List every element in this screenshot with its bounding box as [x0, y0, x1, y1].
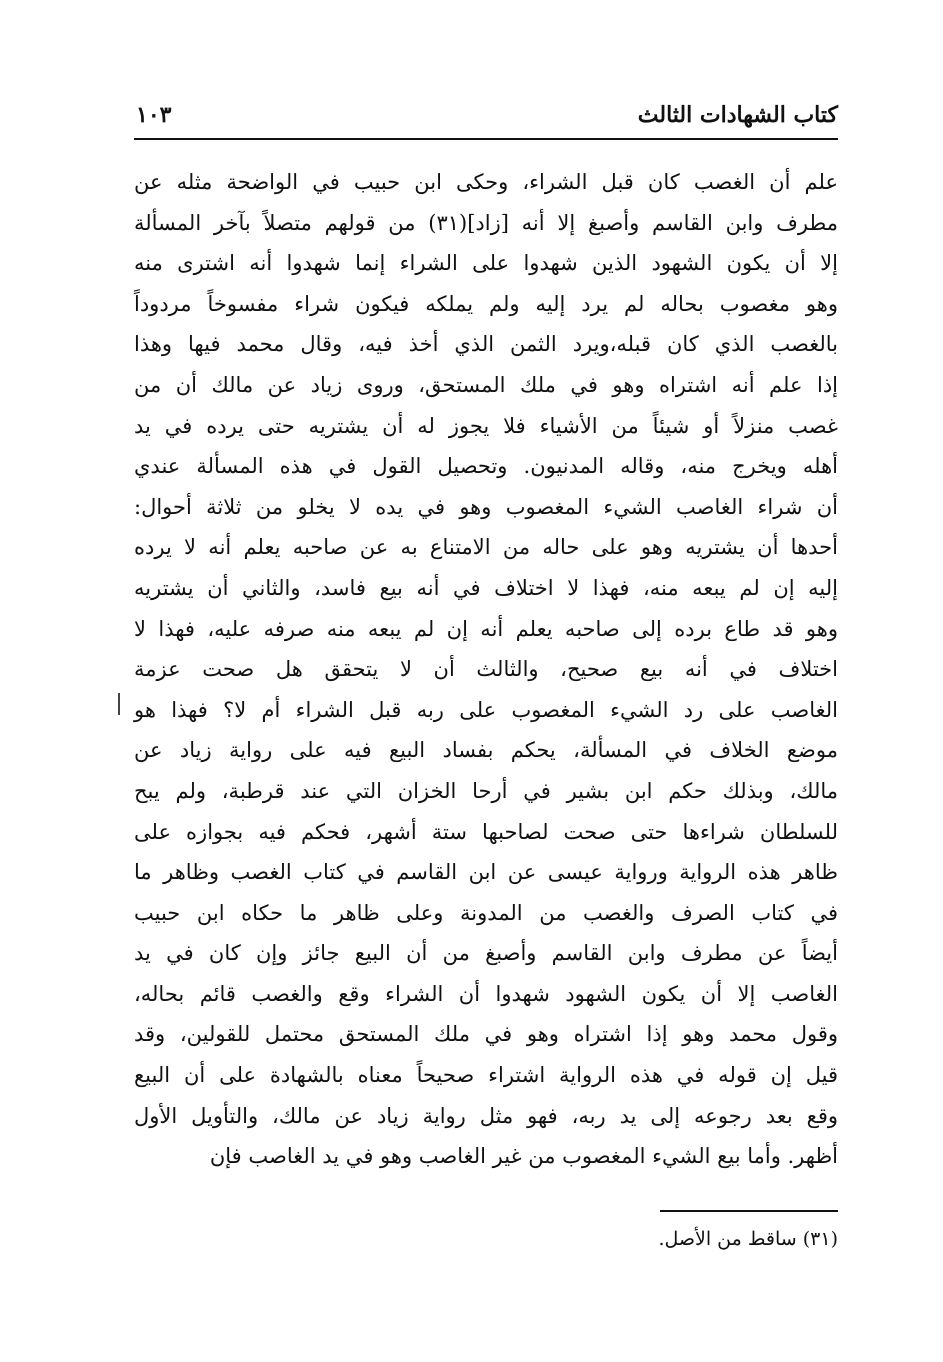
- text-line: علم أن الغصب كان قبل الشراء، وحكى ابن حبيب في الواضحة مثله عن: [134, 170, 838, 194]
- footnote-rule: [660, 1210, 838, 1212]
- page-header: [134, 98, 838, 140]
- text-line: غصب منزلاً أو شيئاً من الأشياء فلا يجوز له أن يشتريه حتى يرده في يد: [134, 413, 838, 438]
- page-number: ١٠٣: [136, 102, 172, 128]
- text-line: وهو مغصوب بحاله لم يرد إليه ولم يملكه فيكون شراء مفسوخاً مردوداً: [134, 291, 838, 316]
- text-line: بالغصب الذي كان قبله،ويرد الثمن الذي أخذ فيه، وقال محمد فيها وهذا: [134, 332, 838, 357]
- text-line: الغاصب إلا أن يكون الشهود شهدوا أن الشراء وقع والغصب قائم بحاله،: [134, 981, 838, 1006]
- text-line: إليه إن لم يبعه منه، فهذا لا اختلاف في أنه بيع فاسد، والثاني أن يشتريه: [134, 575, 838, 600]
- body-text: [134, 162, 838, 1177]
- text-line: وقول محمد وهو إذا اشتراه وهو في ملك المستحق محتمل للقولين، وقد: [134, 1022, 838, 1047]
- text-line: اختلاف في أنه بيع صحيح، والثالث أن لا يتحقق هل صحت عزمة: [134, 657, 838, 682]
- margin-mark: [118, 693, 120, 715]
- text-line: ظاهر هذه الرواية ورواية عيسى عن ابن القاسم في كتاب الغصب وظاهر ما: [134, 860, 838, 885]
- text-line: وقع بعد رجوعه إلى يد ربه، فهو مثل رواية زياد عن مالك، والتأويل الأول: [134, 1103, 838, 1128]
- text-line: إلا أن يكون الشهود الذين شهدوا على الشراء إنما شهدوا أنه اشترى منه: [134, 251, 838, 276]
- text-line: إذا علم أنه اشتراه وهو في ملك المستحق، وروى زياد عن مالك أن من: [134, 372, 838, 397]
- text-line: مالك، وبذلك حكم ابن بشير في أرحا الخزان التي عند قرطبة، ولم يبح: [134, 778, 838, 803]
- text-line: وهو قد طاع برده إلى صاحبه يعلم أنه إن لم يبعه منه صرفه عليه، فهذا لا: [134, 616, 838, 641]
- text-line: قيل إن قوله في هذه الرواية اشتراء صحيحاً معناه بالشهادة على أن البيع: [134, 1063, 838, 1088]
- text-line: للسلطان شراءها حتى صحت لصاحبها ستة أشهر، فحكم فيه بجوازه على: [134, 819, 838, 844]
- text-line: أن شراء الغاصب الشيء المغصوب وهو في يده لا يخلو من ثلاثة أحوال:: [134, 494, 838, 519]
- footnote: (٣١) ساقط من الأصل.: [658, 1228, 838, 1250]
- text-line: أظهر. وأما بيع الشيء المغصوب من غير الغاصب وهو في يد الغاصب فإن: [209, 1144, 838, 1169]
- running-title: كتاب الشهادات الثالث: [637, 102, 838, 128]
- text-line: في كتاب الصرف والغصب من المدونة وعلى ظاهر ما حكاه ابن حبيب: [134, 900, 838, 925]
- text-line: أهله ويخرج منه، وقاله المدنيون. وتحصيل القول في هذه المسألة عندي: [134, 454, 838, 479]
- text-line: موضع الخلاف في المسألة، يحكم بفساد البيع فيه على رواية زياد عن: [134, 738, 838, 763]
- text-line: أيضاً عن مطرف وابن القاسم وأصبغ من أن البيع جائز وإن كان في يد: [134, 941, 838, 966]
- text-line: أحدها أن يشتريه وهو على حاله من الامتناع به عن صاحبه يعلم أنه لا يرده: [134, 535, 838, 560]
- text-line: الغاصب على رد الشيء المغصوب على ربه قبل الشراء أم لا؟ فهذا هو: [134, 697, 838, 722]
- text-line: مطرف وابن القاسم وأصبغ إلا أنه [زاد](٣١) من قولهم متصلاً بآخر المسألة: [134, 210, 838, 235]
